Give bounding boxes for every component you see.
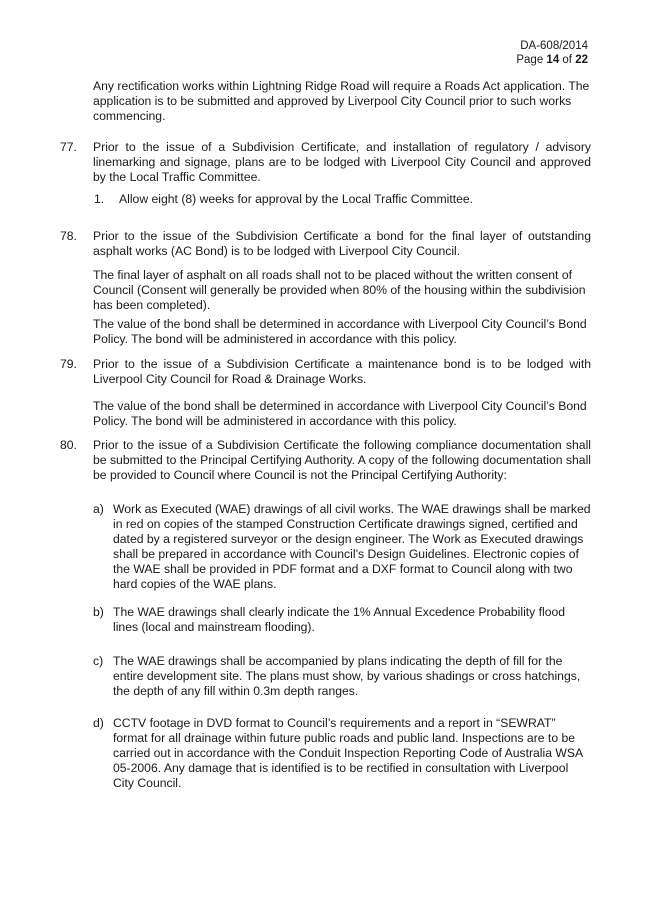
item-number-80: 80. bbox=[60, 438, 77, 452]
item-80-sub-b-text: The WAE drawings shall clearly indicate the 1% Annual Excedence Probability flood lines (local and mainstream flooding). bbox=[113, 605, 566, 634]
item-number-77: 77. bbox=[60, 140, 77, 154]
item-number-79: 79. bbox=[60, 357, 77, 371]
item-79-text: Prior to the issue of a Subdivision Certificate a maintenance bond is to be lodged with Liverpool City Council for Road & Drainage Works. bbox=[93, 357, 591, 386]
item-77-text: Prior to the issue of a Subdivision Certificate, and installation of regulatory / advisory linemarking and signage, plans are to be lodged with Liverpool City Council and approved by the Local Traffic Committee. bbox=[93, 140, 591, 184]
item-80-sub-d-text: CCTV footage in DVD format to Council’s requirements and a report in “SEWRAT” format for all drainage within future public roads and public land. Inspections are to be carried out in accordance with the Conduit Inspection Reporting Code of Australia WSA 05-2006. Any damage that is identified is to be rectified in consultation with Liverpool City Council. bbox=[113, 716, 583, 790]
item-80-sub-b-label: b) bbox=[93, 605, 104, 619]
item-80-sub-c-text: The WAE drawings shall be accompanied by plans indicating the depth of fill for the entire development site. The plans must show, by various shadings or cross hatchings, the depth of any fill within 0.3m depth ranges. bbox=[113, 654, 581, 698]
item-77-sub-text: Allow eight (8) weeks for approval by the Local Traffic Committee. bbox=[119, 192, 474, 206]
document-reference: DA-608/2014 bbox=[520, 40, 588, 52]
item-78-paragraph-2: The final layer of asphalt on all roads shall not to be placed without the written consent of Council (Consent will generally be provided when 80% of the housing within the subdivision has been completed). bbox=[93, 268, 586, 312]
item-80-sub-a-text: Work as Executed (WAE) drawings of all civil works. The WAE drawings shall be marked in red on copies of the stamped Construction Certificate drawings signed, certified and dated by a registered surveyor or the design engineer. The Work as Executed drawings shall be prepared in accordance with Council’s Design Guidelines. Electronic copies of the WAE shall be provided in PDF format and a DXF format to Council along with two hard copies of the WAE plans. bbox=[113, 502, 591, 591]
item-77-sub-number: 1. bbox=[94, 192, 105, 206]
item-80-sub-a-label: a) bbox=[93, 502, 104, 516]
item-80-sub-c-label: c) bbox=[93, 654, 104, 668]
item-78-paragraph-3: The value of the bond shall be determined in accordance with Liverpool City Council’s Bond Policy. The bond will be administered in accordance with this policy. bbox=[93, 317, 587, 346]
item-80-sub-d-label: d) bbox=[93, 716, 104, 730]
item-79-paragraph-2: The value of the bond shall be determined in accordance with Liverpool City Council’s Bond Policy. The bond will be administered in accordance with this policy. bbox=[93, 399, 587, 428]
item-78-text: Prior to the issue of the Subdivision Certificate a bond for the final layer of outstanding asphalt works (AC Bond) is to be lodged with Liverpool City Council. bbox=[93, 229, 591, 258]
intro-paragraph: Any rectification works within Lightning Ridge Road will require a Roads Act application. The application is to be submitted and approved by Liverpool City Council prior to such works commencing. bbox=[93, 79, 590, 123]
page-header bbox=[516, 39, 588, 67]
page-number: Page 14 of 22 bbox=[516, 54, 588, 66]
item-number-78: 78. bbox=[60, 229, 77, 243]
item-80-text: Prior to the issue of a Subdivision Certificate the following compliance documentation shall be submitted to the Principal Certifying Authority. A copy of the following documentation shall be provided to Council where Council is not the Principal Certifying Authority: bbox=[93, 438, 591, 482]
